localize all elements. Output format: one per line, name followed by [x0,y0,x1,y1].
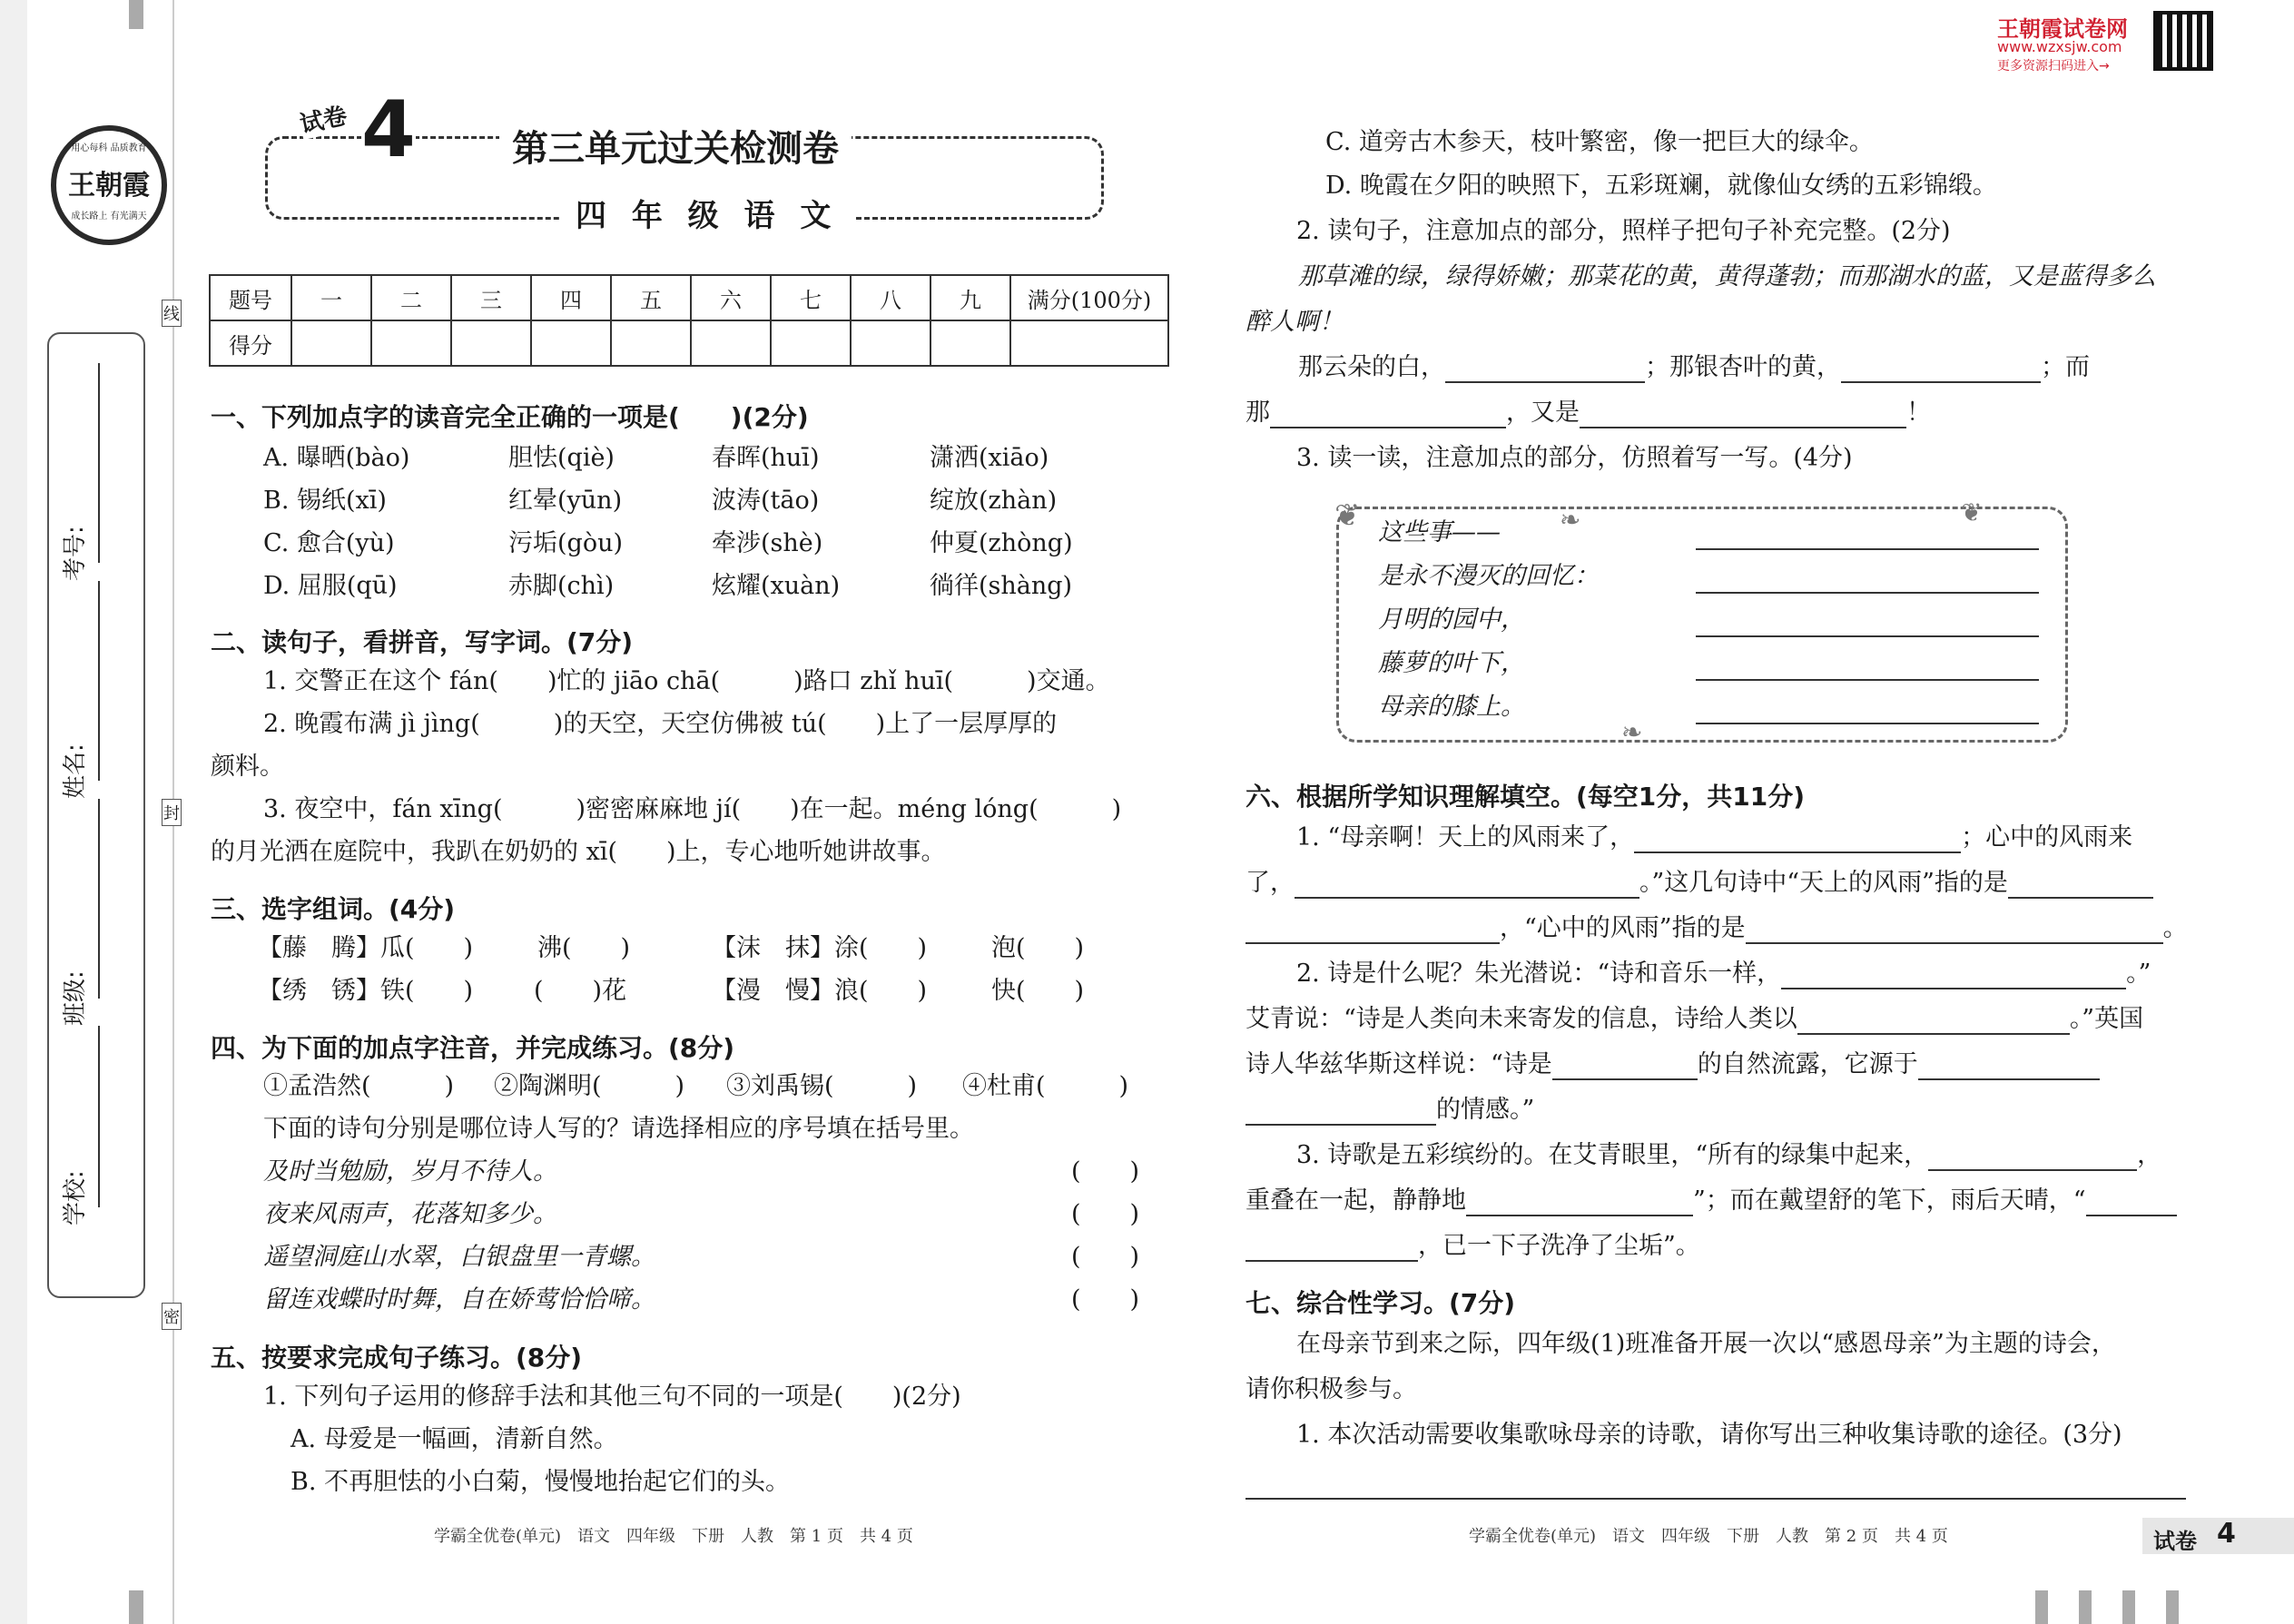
q1-a3: 春晖(huī) [712,444,820,472]
q4-poet: ②陶渊明( ) [494,1072,685,1100]
poem-answer-line[interactable] [1696,523,2039,550]
q5-option-c: C. 道旁古木参天，枝叶繁密，像一把巨大的绿伞。 [1325,128,1874,156]
q4-poet: ④杜甫( ) [962,1072,1129,1100]
q6-text: ， [2137,1141,2162,1169]
score-table-score-row [210,320,1168,366]
q4-verse: 遥望洞庭山水翠，白银盘里一青螺。 [263,1243,655,1271]
q1-b3: 波涛(tāo) [712,487,820,515]
q4-poet: ③刘禹锡( ) [726,1072,918,1100]
score-input[interactable] [851,320,930,366]
logo-top: 用心每科 品质教育 [71,143,147,153]
q6-line5 [1245,1004,2143,1035]
q6-text: 的自然流露，它源于 [1697,1050,1918,1078]
answer-blank[interactable] [1245,917,1500,944]
q6-text: 艾青说：“诗是人类向未来寄发的信息，诗给人类以 [1245,1005,1797,1033]
answer-blank[interactable] [1746,917,2163,944]
q1-d2: 赤脚(chì) [508,572,615,600]
q5-fill-text: 那 [1245,399,1270,427]
header-title: 第三单元过关检测卷 [499,120,852,172]
seal-mark-seal: 封 [162,799,182,826]
q5-fill-row2 [1245,398,1931,428]
q3-cell: 沸( ) [537,934,631,962]
q2-heading: 二、读句子，看拼音，写字词。(7分) [211,627,634,657]
q6-text: 。”这几句诗中“天上的风雨”指的是 [1639,869,2008,897]
binding-box [47,332,145,1298]
score-cell: 一 [291,275,371,320]
crop-mark [2166,1590,2179,1624]
binding-name-line [98,581,100,781]
q5-option-a: A. 母爱是一幅画，清新自然。 [290,1425,618,1453]
seal-mark-line: 线 [162,300,182,327]
poem-line: 藤萝的叶下， [1378,649,1525,677]
score-cell: 得分 [210,320,291,366]
answer-blank[interactable] [1245,1235,1418,1262]
q5-fill-text: ！ [1906,399,1931,427]
answer-blank[interactable] [1445,356,1645,383]
leaf-icon: ❧ [1560,505,1581,535]
binding-id-label: 考号: [62,526,89,581]
q3-cell: 泡( ) [991,934,1085,962]
q6-text: 。”英国 [2069,1005,2144,1033]
binding-school-label: 学校: [62,1170,89,1225]
logo-badge [51,125,167,245]
page-tag-number: 4 [2217,1518,2236,1550]
q6-text: 1. “母亲啊！天上的风雨来了， [1296,823,1635,851]
qr-code-icon[interactable] [2153,11,2213,71]
footer-right: 学霸全优卷(单元) 语文 四年级 下册 人教 第 2 页 共 4 页 [1469,1527,1948,1546]
q4-verse: 及时当勉励，岁月不待人。 [263,1157,557,1186]
answer-blank[interactable] [1466,1189,1693,1216]
q2-line: 2. 晚霞布满 jì jìng( )的天空，天空仿佛被 tú( )上了一层厚厚的 [263,710,1058,738]
q4-bracket: ( ) [1071,1285,1140,1314]
score-input[interactable] [691,320,771,366]
q6-line9 [1245,1186,2177,1216]
q6-text: 诗人华兹华斯这样说：“诗是 [1245,1050,1552,1078]
score-input[interactable] [611,320,691,366]
q2-line: 颜料。 [211,753,284,781]
score-input[interactable] [291,320,371,366]
binding-school-line [98,1026,100,1207]
q5-fill-text: ；那银杏叶的黄， [1645,353,1841,381]
q1-c4: 仲夏(zhòng) [930,529,1073,557]
answer-blank[interactable] [1918,1053,2100,1080]
q5-sub1: 1. 下列句子运用的修辞手法和其他三句不同的一项是( )(2分) [263,1383,961,1411]
q6-line2 [1245,868,2153,899]
header-number: 4 [361,84,416,175]
q6-text: 2. 诗是什么呢？朱光潜说：“诗和音乐一样， [1296,960,1782,988]
q1-b4: 绽放(zhàn) [930,487,1058,515]
crop-mark [2122,1590,2135,1624]
q5-fill-text: ；而 [2041,353,2090,381]
q7-line: 在母亲节到来之际，四年级(1)班准备开展一次以“感恩母亲”为主题的诗会， [1296,1330,2116,1358]
brand-name: 王朝霞试卷网 [1997,16,2128,42]
answer-blank[interactable] [1634,826,1961,853]
leaf-icon: ❧ [1621,717,1643,747]
q6-line8 [1296,1140,2161,1171]
q5-fill-row1 [1298,352,2090,383]
q5-sub2: 2. 读句子，注意加点的部分，照样子把句子补充完整。(2分) [1296,217,1951,245]
header-subtitle: 四 年 级 语 文 [559,191,854,235]
poem-answer-line[interactable] [1696,654,2039,681]
q1-c2: 污垢(gòu) [508,529,623,557]
answer-blank[interactable] [1245,1098,1436,1126]
poem-line: 母亲的膝上。 [1378,693,1525,721]
q4-verse: 留连戏蝶时时舞，自在娇莺恰恰啼。 [263,1285,655,1314]
q6-text: 。” [2126,960,2151,988]
q3-cell: 【藤 腾】瓜( ) [258,934,474,962]
q3-cell: 【漫 慢】浪( ) [712,977,928,1005]
brand-tagline: 更多资源扫码进入→ [1997,59,2110,74]
score-table [209,274,1169,367]
q6-line6 [1245,1049,2100,1080]
q6-text: 的情感。” [1436,1096,1535,1124]
q5-option-b: B. 不再胆怯的小白菊，慢慢地抬起它们的头。 [290,1468,791,1496]
q1-a1: A. 曝晒(bào) [263,444,410,472]
q1-b1: B. 锡纸(xī) [263,487,387,515]
q6-text: 3. 诗歌是五彩缤纷的。在艾青眼里，“所有的绿集中起来， [1296,1141,1929,1169]
score-input[interactable] [531,320,611,366]
q4-bracket: ( ) [1071,1243,1140,1271]
score-cell: 三 [451,275,531,320]
q1-b2: 红晕(yūn) [508,487,623,515]
score-input[interactable] [930,320,1010,366]
q6-text: 重叠在一起，静静地 [1245,1186,1466,1215]
margin-mark-bottom [129,1590,143,1624]
brand-url: www.wzxsjw.com [1997,38,2122,55]
score-input[interactable] [1010,320,1168,366]
q6-line10 [1245,1231,1700,1262]
binding-class-line [98,799,100,999]
q3-cell: 【沫 抹】涂( ) [712,934,928,962]
q6-text: ，已一下子洗净了尘垢”。 [1418,1232,1700,1260]
q2-line: 3. 夜空中，fán xīng( )密密麻麻地 jí( )在一起。méng lóng( ) [263,795,1122,823]
score-input[interactable] [371,320,451,366]
q1-d3: 炫耀(xuàn) [712,572,841,600]
q7-answer-line[interactable] [1245,1472,2186,1500]
q1-d4: 徜徉(shàng) [930,572,1073,600]
seal-mark-secret: 密 [162,1303,182,1330]
answer-blank[interactable] [1270,401,1506,428]
score-cell: 四 [531,275,611,320]
q7-line: 1. 本次活动需要收集歌咏母亲的诗歌，请你写出三种收集诗歌的途径。(3分) [1296,1421,2122,1449]
q6-text: ”；而在戴望舒的笔下，雨后天晴，“ [1693,1186,2086,1215]
q1-heading: 一、下列加点字的读音完全正确的一项是( )(2分) [211,402,809,432]
score-cell: 二 [371,275,451,320]
answer-blank[interactable] [1781,962,2126,989]
score-cell: 五 [611,275,691,320]
score-table-header-row [210,275,1168,320]
q6-line3 [1245,913,2188,944]
answer-blank[interactable] [2086,1189,2177,1216]
answer-blank[interactable] [1295,871,1639,899]
poem-line: 是永不漫灭的回忆： [1378,562,1599,590]
poem-answer-line[interactable] [1696,566,2039,594]
q3-cell: ( )花 [534,977,627,1005]
q5-example-line2: 醉人啊！ [1245,308,1344,336]
q3-heading: 三、选字组词。(4分) [211,894,456,924]
q6-heading: 六、根据所学知识理解填空。(每空1分，共11分) [1245,782,1806,812]
footer-left: 学霸全优卷(单元) 语文 四年级 下册 人教 第 1 页 共 4 页 [434,1527,913,1546]
q7-heading: 七、综合性学习。(7分) [1245,1288,1516,1318]
leaf-icon: ❦ [1334,497,1361,534]
score-input[interactable] [451,320,531,366]
q4-instruction: 下面的诗句分别是哪位诗人写的？请选择相应的序号填在括号里。 [263,1115,974,1143]
q1-c3: 牵涉(shè) [712,529,823,557]
header-tag: 试卷 [297,97,350,140]
q6-line1 [1296,822,2132,853]
score-cell: 八 [851,275,930,320]
q5-fill-text: ，又是 [1506,399,1580,427]
binding-class-label: 班级: [62,970,89,1026]
poem-line: 月明的园中， [1378,605,1525,634]
q2-line: 1. 交警正在这个 fán( )忙的 jiāo chā( )路口 zhǐ huī( )交通。 [263,667,1110,695]
answer-blank[interactable] [2008,871,2153,899]
logo-text: 王朝霞 [68,170,150,202]
q6-line7 [1245,1095,1534,1126]
q4-verse: 夜来风雨声，花落知多少。 [263,1200,557,1228]
q3-cell: 【绣 锈】铁( ) [258,977,474,1005]
q4-poet: ①孟浩然( ) [263,1072,455,1100]
q6-line4 [1296,959,2151,989]
crop-mark [2079,1590,2092,1624]
q5-heading: 五、按要求完成句子练习。(8分) [211,1343,583,1373]
answer-blank[interactable] [1552,1053,1698,1080]
q1-d1: D. 屈服(qū) [263,572,398,600]
q6-text: ；心中的风雨来 [1961,823,2133,851]
q5-example-line1: 那草滩的绿，绿得娇嫩；那菜花的黄，黄得蓬勃；而那湖水的蓝，又是蓝得多么 [1298,262,2156,290]
q5-sub3: 3. 读一读，注意加点的部分，仿照着写一写。(4分) [1296,444,1853,472]
crop-mark [2035,1590,2048,1624]
logo-bottom: 成长路上 有光满天 [71,212,147,221]
answer-blank[interactable] [1928,1144,2137,1171]
page-tag-label: 试卷 [2153,1529,2197,1554]
poem-answer-line[interactable] [1696,697,2039,724]
q7-line: 请你积极参与。 [1245,1375,1417,1403]
q4-heading: 四、为下面的加点字注音，并完成练习。(8分) [211,1033,735,1063]
poem-answer-line[interactable] [1696,610,2039,637]
q4-bracket: ( ) [1071,1200,1140,1228]
score-cell: 九 [930,275,1010,320]
q1-a2: 胆怯(qiè) [508,444,615,472]
answer-blank[interactable] [1841,356,2041,383]
q2-line: 的月光洒在庭院中，我趴在奶奶的 xī( )上，专心地听她讲故事。 [211,838,946,866]
q3-cell: 快( ) [991,977,1085,1005]
poem-line: 这些事—— [1378,518,1501,546]
q6-text: ，“心中的风雨”指的是 [1500,914,1746,942]
binding-id-line [98,363,100,563]
q6-text: 了， [1245,869,1295,897]
margin-mark-top [129,0,143,29]
binding-name-label: 姓名: [62,743,89,799]
q6-text: 。 [2162,914,2188,942]
q5-fill-text: 那云朵的白， [1298,353,1445,381]
score-cell: 满分(100分) [1010,275,1168,320]
q4-bracket: ( ) [1071,1157,1140,1186]
score-cell: 七 [771,275,851,320]
q1-c1: C. 愈合(yù) [263,529,395,557]
score-cell: 六 [691,275,771,320]
score-cell: 题号 [210,275,291,320]
q5-option-d: D. 晚霞在夕阳的映照下，五彩斑斓，就像仙女绣的五彩锦缎。 [1325,172,1997,200]
score-input[interactable] [771,320,851,366]
q1-a4: 潇洒(xiāo) [930,444,1049,472]
answer-blank[interactable] [1580,401,1906,428]
margin-strip [0,0,27,1624]
answer-blank[interactable] [1797,1008,2070,1035]
leaf-icon: ❦ [1961,497,1983,527]
